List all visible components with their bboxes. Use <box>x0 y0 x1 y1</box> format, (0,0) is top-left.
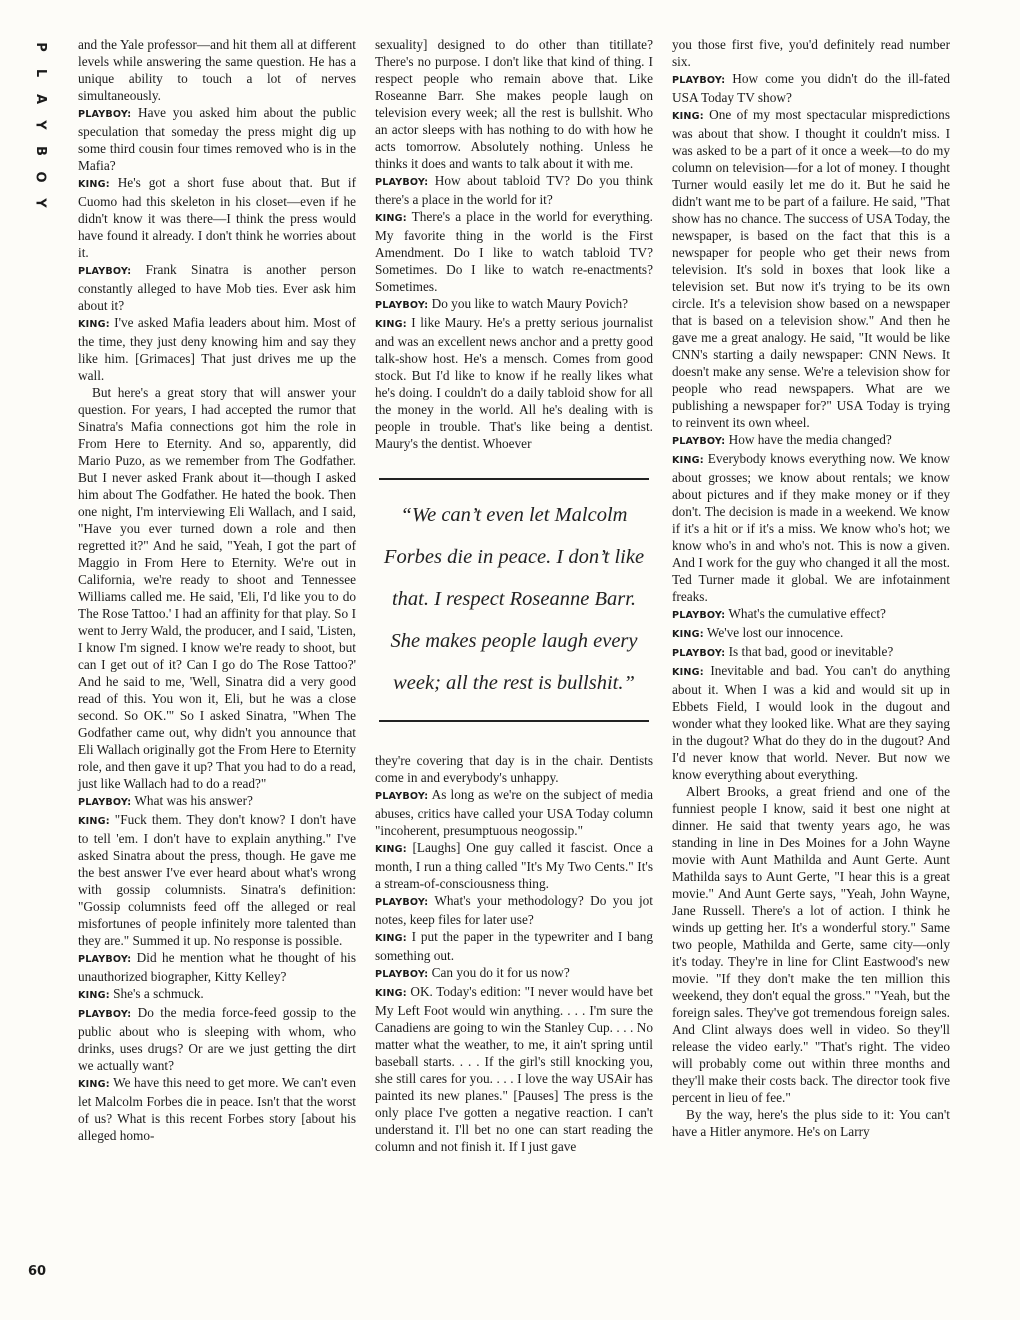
speaker-label: PLAYBOY: <box>78 797 132 808</box>
paragraph-text: Do you like to watch Maury Povich? <box>431 296 629 311</box>
paragraph-text: I put the paper in the typewriter and I bang something out. <box>375 929 653 963</box>
speaker-label: PLAYBOY: <box>375 897 429 908</box>
paragraph <box>672 605 950 624</box>
paragraph-text: How have the media changed? <box>728 432 892 447</box>
paragraph <box>78 792 356 811</box>
paragraph-text: What's the cumulative effect? <box>728 606 886 621</box>
sidebar-letter: P <box>33 42 48 52</box>
sidebar-letter: Y <box>32 198 48 208</box>
sidebar-letter: L <box>32 68 48 78</box>
pull-quote: “We can’t even let Malcolm Forbes die in peace. I don’t like that. I respect Roseanne Barr. She makes people laugh every week; all the rest is bullshit.” <box>379 478 649 722</box>
paragraph-text: Is that bad, good or inevitable? <box>728 644 894 659</box>
paragraph-text: "Fuck them. They don't know? I don't have to tell 'em. I don't have to explain anything." I've asked Sinatra about the press, though. He gave me the best answer I've ever heard about what's wrong with gossip columnists. Sinatra's definition: "Gossip columnists feed off the alleged or real misfortunes of people infinitely more talented than they are." Summed it up. No response is possible. <box>78 812 356 948</box>
article-column-3 <box>672 36 950 1140</box>
paragraph <box>672 450 950 605</box>
paragraph <box>375 928 653 964</box>
speaker-label: KING: <box>672 455 704 466</box>
paragraph <box>375 983 653 1155</box>
paragraph <box>78 261 356 314</box>
paragraph-text: As long as we're on the subject of media abuses, critics have called your USA Today column "incoherent, presumptuous neogossip." <box>375 787 653 838</box>
paragraph <box>78 314 356 384</box>
speaker-label: PLAYBOY: <box>672 75 726 86</box>
paragraph <box>672 662 950 783</box>
paragraph <box>375 208 653 295</box>
speaker-label: PLAYBOY: <box>78 1009 132 1020</box>
paragraph-text: There's a place in the world for everything. My favorite thing in the world is the First Amendment. Do I like to watch tabloid TV? Sometimes. Do I like to watch re-enactments? Sometimes. <box>375 209 653 294</box>
paragraph <box>78 811 356 949</box>
sidebar-letter: Y <box>32 120 48 130</box>
speaker-label: PLAYBOY: <box>375 791 429 802</box>
paragraph-text: Inevitable and bad. You can't do anything about it. When I was a kid and would sit up in Ebbets Field, I would look in the dugout and wonder what they looked like. What are they saying in the dugout? What do they do in the dugout? And I'd never know that world. Never. But now we know everything about everything. <box>672 663 950 782</box>
paragraph-text: I like Maury. He's a pretty serious journalist and was an excellent news anchor and a pretty good talk-show host. He's a mensch. Comes from good stock. But I'd like to know if he really likes what he's doing. I couldn't do a daily tabloid show for all the money in the world. All he's dealing with is people in trouble. That's like being a dentist. Maury's the dentist. Whoever <box>375 315 653 451</box>
speaker-label: KING: <box>672 111 704 122</box>
paragraph <box>375 172 653 208</box>
paragraph-text: What's your methodology? Do you jot notes, keep files for later use? <box>375 893 653 927</box>
paragraph <box>672 431 950 450</box>
paragraph-text: Can you do it for us now? <box>431 965 570 980</box>
paragraph: they're covering that day is in the chair. Dentists come in and everybody's unhappy. <box>375 753 653 785</box>
magazine-sidebar-letters <box>28 34 52 216</box>
speaker-label: KING: <box>375 213 407 224</box>
speaker-label: KING: <box>375 933 407 944</box>
speaker-label: PLAYBOY: <box>78 954 132 965</box>
paragraph <box>375 314 653 452</box>
article-column-1 <box>78 36 356 1144</box>
paragraph <box>672 643 950 662</box>
paragraph <box>78 1074 356 1144</box>
speaker-label: KING: <box>78 319 110 330</box>
paragraph-text: Frank Sinatra is another person constantly alleged to have Mob ties. Ever ask him about it? <box>78 262 356 313</box>
speaker-label: PLAYBOY: <box>375 177 429 188</box>
paragraph-text: OK. Today's edition: "I never would have bet My Left Foot would win anything. . . . I'm sure the Canadiens are going to win the Stanley Cup. . . . No matter what the weather, to me, it ain't spring until baseball starts. . . . If the girl's still knocking you, she still cares for you. . . . I love the way USAir has painted its new planes." [Pauses] The press is the only place I've gotten a negative reaction. I can't understand it. I'll bet no one can start reading the column and not finish it. If I just gave <box>375 984 653 1154</box>
paragraph: sexuality] designed to do other than titillate? There's no purpose. I don't like that kind of thing. I respect people who remain above that. Like Roseanne Barr. She makes people laugh on television every week; all the rest is bullshit. Who an actor sleeps with has nothing to do with how he acts tomorrow. Absolutely nothing. Unless he thinks it does and wants to talk about it with me. <box>375 37 653 171</box>
speaker-label: KING: <box>78 1079 110 1090</box>
paragraph: you those first five, you'd definitely read number six. <box>672 37 950 69</box>
paragraph <box>78 985 356 1004</box>
paragraph: But here's a great story that will answer your question. For years, I had accepted the rumor that Sinatra's Mafia connections got him the role in From Here to Eternity. And so, apparently, did Mario Puzo, as we remember from The Godfather. But I never asked Frank about it—though I asked him about The Godfather. He hated the book. Then one night, I'm interviewing Eli Wallach, and I said, "Have you ever turned down a role and then regretted it?" And he said, "Yeah, I got the part of Maggio in From Here to Eternity. We're out in California, we're ready to shoot and Tennessee Williams called me. He said, 'Eli, I'd like you to do The Rose Tattoo.' I had an affinity for that play. So I went to Jerry Wald, the producer, and I said, 'Listen, I know I'm signed. I know we're ready to shoot, but can I get out of it? Can I go do The Rose Tattoo?' And he said to me, 'Well, Sinatra did a very good read of this. You won it, Eli, but he was a close second. So OK.'" So I asked Sinatra, "When The Godfather came out, why didn't you announce that Eli Wallach originally got the From Here to Eternity role, and then gave it up? That you had to do a read, just like Wallach had to do a read?" <box>78 385 356 791</box>
paragraph <box>78 174 356 261</box>
sidebar-letter: B <box>32 146 48 156</box>
paragraph-text: Did he mention what he thought of his unauthorized biographer, Kitty Kelley? <box>78 950 357 984</box>
paragraph-text: How about tabloid TV? Do you think there's a place in the world for it? <box>375 173 653 207</box>
paragraph-text: One of my most spectacular mispredictions was about that show. I thought it couldn't miss. I was asked to be a part of it once a week—to do my column on television—for a lot of money. I thought Turner would easily let me do it. But he said he didn't want me to be part of a failure. He said, "That show has no chance. The success of USA Today, the newspaper, is based on the fact that this is a newspaper for people who get their news from television. It's sold in boxes that look like a television set. But now it's trying to be its own circle. It's a television show based on a newspaper that is based on a television show." And then he gave me a great analogy. He said, "It would be like CNN's starting a daily newspaper: CNN News. It doesn't make any sense. We're a television show for people who read newspapers. What are we publishing a newspaper for?" USA Today is trying to reinvent its own wheel. <box>672 107 951 430</box>
paragraph <box>672 70 950 106</box>
paragraph <box>375 892 653 928</box>
article-column-2 <box>375 36 653 1155</box>
speaker-label: PLAYBOY: <box>672 610 726 621</box>
paragraph-text: [Laughs] One guy called it fascist. Once a month, I run a thing called "It's My Two Cents." It's a stream-of-consciousness thing. <box>375 840 654 891</box>
paragraph: Albert Brooks, a great friend and one of the funniest people I know, said it best one night at dinner. He said that twenty years ago, he was standing in line in Des Moines for a John Wayne movie with Aunt Mathilda and Aunt Gerte. Aunt Mathilda says to Aunt Gerte, "I hear this is a great movie." And Aunt Gerte says, "Yeah, John Wayne, Jane Russell. There's a lot of action. I think he winds up getting her. It's a wonderful story." Same two people, Mathilda and Gerte, same city—only it's today. They're in line for Clint Eastwood's new movie. "If they don't make the ten million this weekend, they don't equal the gross." "Yeah, but the foreign sales. They've got tremendous foreign sales. And Clint always does well in video. So they'll release the video early." "That's right. The video will probably come out within three months and they'll make their costs back. The director took five percent in lieu of fee." <box>672 784 950 1105</box>
speaker-label: PLAYBOY: <box>672 648 726 659</box>
speaker-label: PLAYBOY: <box>375 969 429 980</box>
paragraph <box>672 624 950 643</box>
paragraph <box>375 839 653 892</box>
speaker-label: KING: <box>78 816 110 827</box>
speaker-label: PLAYBOY: <box>375 300 429 311</box>
sidebar-letter: A <box>33 93 48 105</box>
paragraph-text: How come you didn't do the ill-fated USA Today TV show? <box>672 71 950 105</box>
paragraph <box>672 106 950 431</box>
speaker-label: KING: <box>375 319 407 330</box>
speaker-label: KING: <box>78 179 110 190</box>
sidebar-letter: O <box>33 171 48 183</box>
paragraph-text: Everybody knows everything now. We know about grosses; we know about rentals; we know about pictures and if they make money or if they don't. The decision is made in a weekend. We know if it's a hit or if it's a miss. We know who's hot; we know who's in and who's not. This is now a given. And I work for the guy who changed it all the most. Ted Turner made it global. We are infotainment freaks. <box>672 451 950 604</box>
paragraph <box>375 786 653 839</box>
speaker-label: PLAYBOY: <box>672 436 726 447</box>
paragraph <box>78 949 356 985</box>
speaker-label: KING: <box>375 988 407 999</box>
paragraph <box>78 1004 356 1074</box>
speaker-label: KING: <box>672 629 704 640</box>
speaker-label: PLAYBOY: <box>78 266 132 277</box>
page-number: 60 <box>28 1264 47 1279</box>
paragraph <box>375 295 653 314</box>
paragraph: and the Yale professor—and hit them all at different levels while answering the same question. He has a unique ability to touch a lot of nerves simultaneously. <box>78 37 356 103</box>
paragraph-text: He's got a short fuse about that. But if Cuomo had this skeleton in his closet—even if he didn't know it was there—I think the press would have found it already. I don't think he worries about it. <box>78 175 356 260</box>
speaker-label: KING: <box>78 990 110 1001</box>
paragraph <box>78 104 356 174</box>
speaker-label: PLAYBOY: <box>78 109 132 120</box>
paragraph-text: We've lost our innocence. <box>706 625 844 640</box>
paragraph-text: What was his answer? <box>134 793 253 808</box>
paragraph-text: She's a schmuck. <box>113 986 204 1001</box>
paragraph: By the way, here's the plus side to it: You can't have a Hitler anymore. He's on Larry <box>672 1107 950 1139</box>
paragraph-text: Have you asked him about the public speculation that someday the press might dig up some third cousin four times removed who is in the Mafia? <box>78 105 356 173</box>
paragraph <box>375 964 653 983</box>
speaker-label: KING: <box>375 844 407 855</box>
paragraph-text: I've asked Mafia leaders about him. Most of the time, they just deny knowing him and say they like him. [Grimaces] That just drives me up the wall. <box>78 315 356 383</box>
paragraph-text: Do the media force-feed gossip to the public about who is sleeping with whom, who drinks, uses drugs? Or are we just getting the dirt we actually want? <box>78 1005 357 1073</box>
paragraph-text: We have this need to get more. We can't even let Malcolm Forbes die in peace. Isn't that the worst of us? What is this recent Forbes story [about his alleged homo- <box>78 1075 356 1143</box>
speaker-label: KING: <box>672 667 704 678</box>
